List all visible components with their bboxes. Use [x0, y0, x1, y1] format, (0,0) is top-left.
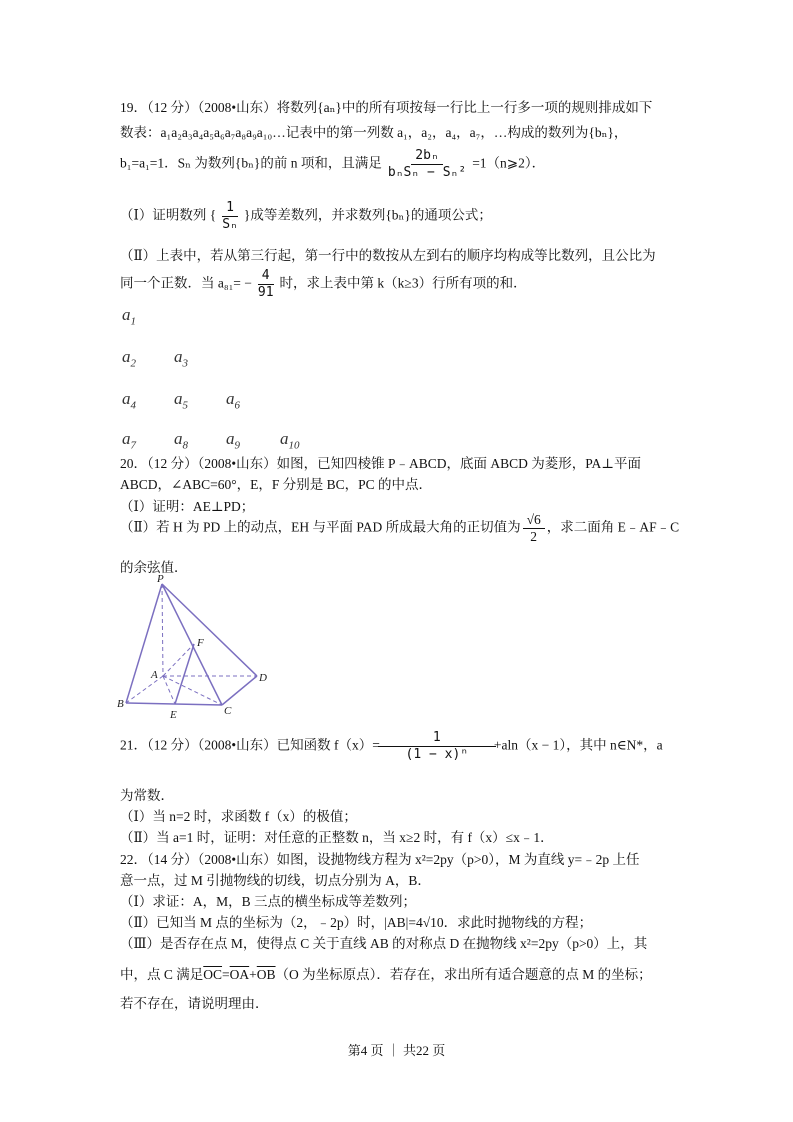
label-C: C — [224, 705, 232, 717]
q21-part1: （Ⅰ）当 n=2 时，求函数 f（x）的极值； — [120, 809, 357, 824]
fraction — [384, 148, 470, 181]
text: b₁=a₁=1．Sₙ 为数列{bₙ}的前 n 项和，且满足 — [120, 155, 382, 171]
table-entry-index: 10 — [288, 439, 300, 452]
numerator: 1 — [222, 200, 238, 217]
vector-OC: $\overline{OC}$ — [203, 967, 223, 982]
page-footer: 第4 页 ｜ 共22 页 — [347, 1043, 446, 1058]
numerator: 4 — [258, 268, 274, 285]
q20-line2: ABCD，∠ABC=60°，E，F 分别是 BC，PC 的中点． — [120, 477, 432, 492]
table-entry: $a_7$ — [122, 429, 136, 452]
label-A: A — [151, 669, 158, 681]
table-entry: $a_5$ — [174, 389, 188, 412]
q19-line3 — [120, 148, 545, 181]
q21-line2: 为常数． — [120, 788, 174, 803]
fraction — [382, 730, 492, 763]
pyramid-figure — [110, 570, 280, 725]
q20-part2 — [120, 512, 679, 545]
edge-AC — [163, 676, 222, 705]
q20-part1: （Ⅰ）证明：AE⊥PD； — [120, 499, 255, 514]
edge-PD — [162, 584, 257, 676]
text: （O 为坐标原点）．若存在，求出所有适合题意的点 M 的坐标； — [275, 967, 652, 982]
vector-OB: $\overline{OB}$ — [256, 967, 276, 982]
denominator: 2 — [530, 529, 538, 544]
denominator: bₙSₙ − Sₙ² — [387, 165, 467, 180]
q19-part2: （Ⅱ）上表中，若从第三行起，第一行中的数按从左到右的顺序均构成等比数列，且公比为 — [120, 248, 656, 263]
q19-part1 — [120, 200, 492, 233]
fraction — [218, 200, 242, 233]
table-entry-index: 3 — [182, 357, 188, 370]
table-entry-index: 5 — [182, 399, 188, 412]
q20-part2c: 的余弦值． — [120, 560, 188, 575]
table-entry: $a_1$ — [122, 305, 136, 328]
denominator: 91 — [257, 285, 274, 300]
label-E: E — [170, 709, 177, 721]
edge-CD — [222, 676, 257, 705]
table-entry-index: 2 — [130, 357, 136, 370]
text: 中，点 C 满足 — [120, 967, 204, 982]
q21-line1 — [120, 730, 663, 763]
text: ，求二面角 E﹣AF﹣C — [546, 519, 680, 535]
q21-part2: （Ⅱ）当 a=1 时，证明：对任意的正整数 n，当 x≥2 时，有 f（x）≤x﹣1． — [120, 830, 554, 845]
text: +aln（x − 1），其中 n∈N*，a — [493, 737, 663, 753]
fraction — [523, 512, 545, 545]
edge-AE — [163, 676, 175, 704]
table-entry: $a_3$ — [174, 347, 188, 370]
table-entry: $a_{10}$ — [280, 429, 300, 452]
q20-line1: 20．（12 分）（2008•山东）如图，已知四棱锥 P﹣ABCD，底面 ABCD 为菱形，PA⊥平面 — [120, 456, 641, 471]
q22-line1: 22．（14 分）（2008•山东）如图，设抛物线方程为 x²=2py（p>0），M 为直线 y=﹣2p 上任 — [120, 852, 640, 867]
numerator: 2bₙ — [411, 148, 442, 165]
edge-PA — [162, 584, 163, 676]
label-F: F — [197, 637, 204, 649]
text: =1（n⩾2）． — [472, 155, 546, 171]
table-entry-index: 4 — [130, 399, 136, 412]
table-entry-index: 1 — [130, 315, 136, 328]
text: 同一个正数．当 a₈₁= − — [120, 275, 252, 291]
vector-OA: $\overline{OA}$ — [229, 967, 250, 982]
label-P: P — [157, 573, 164, 585]
text: （Ⅰ）证明数列 { — [120, 207, 217, 223]
fraction — [254, 268, 278, 301]
edge-FE — [175, 644, 194, 704]
label-D: D — [259, 672, 267, 684]
q22-part2: （Ⅱ）已知当 M 点的坐标为（2，﹣2p）时，|AB|=4√10．求此时抛物线的方程； — [120, 915, 593, 930]
text: 时，求上表中第 k（k≥3）行所有项的和． — [279, 275, 527, 291]
edge-BC — [126, 703, 222, 705]
q22-part1: （Ⅰ）求证：A，M，B 三点的横坐标成等差数列； — [120, 894, 416, 909]
q19-line2: 数表：a₁a₂a₃a₄a₅a₆a₇a₈a₉a₁₀…记表中的第一列数 a₁，a₂，a₄，a₇，…构成的数列为{bₙ}， — [120, 125, 628, 140]
text: }成等差数列，并求数列{bₙ}的通项公式； — [243, 207, 492, 223]
table-entry-index: 9 — [234, 439, 240, 452]
q22-part3: （Ⅲ）是否存在点 M，使得点 C 关于直线 AB 的对称点 D 在抛物线 x²=2py（p>0）上，其 — [120, 936, 648, 951]
numerator: √6 — [523, 512, 545, 529]
text: （Ⅱ）若 H 为 PD 上的动点，EH 与平面 PAD 所成最大角的正切值为 — [120, 519, 521, 535]
text: 21．（12 分）（2008•山东）已知函数 f（x）= — [120, 737, 380, 753]
q22-part3b: 中，点 C 满足$\overline{OC}=\overline{OA}+\overline{OB}(O$ 为坐标原点）．若存在，求出所有适合题意的点 M 的坐标； — [120, 967, 652, 982]
edge-PC — [162, 584, 222, 705]
table-entry: $a_6$ — [226, 389, 240, 412]
numerator: 1 — [378, 730, 496, 747]
table-entry-index: 6 — [234, 399, 240, 412]
label-B: B — [117, 698, 124, 710]
table-entry: $a_9$ — [226, 429, 240, 452]
table-entry: $a_2$ — [122, 347, 136, 370]
q19-line1: 19．（12 分）（2008•山东）将数列{aₙ}中的所有项按每一行比上一行多一项的规则排成如下 — [120, 100, 653, 115]
table-entry: $a_8$ — [174, 429, 188, 452]
q22-part3c: 若不存在，请说明理由． — [120, 996, 269, 1011]
denominator: Sₙ — [222, 217, 238, 232]
q22-line2: 意一点，过 M 引抛物线的切线，切点分别为 A，B． — [120, 873, 431, 888]
edge-PB — [126, 584, 162, 703]
table-entry: $a_4$ — [122, 389, 136, 412]
q19-part2b — [120, 268, 527, 301]
table-entry-index: 7 — [130, 439, 136, 452]
table-entry-index: 8 — [182, 439, 188, 452]
denominator: (1 − x)ⁿ — [405, 747, 469, 762]
